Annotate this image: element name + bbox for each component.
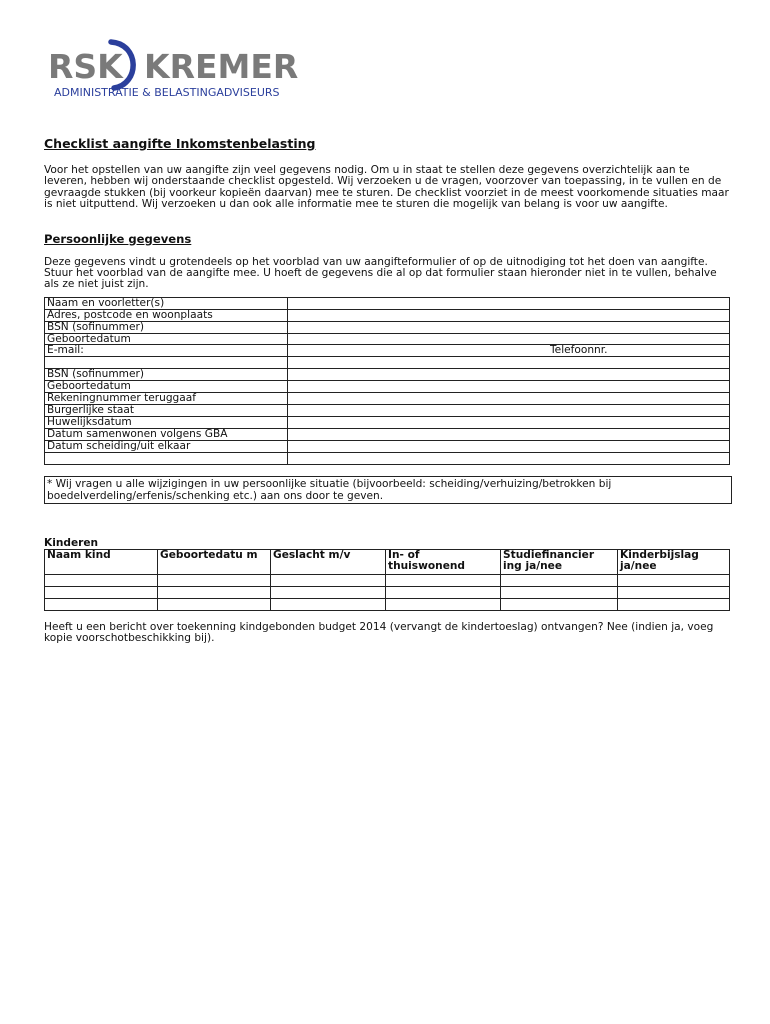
personal-row-label: Huwelijksdatum bbox=[45, 416, 288, 428]
personal-row-label: Burgerlijke staat bbox=[45, 404, 288, 416]
personal-row-value[interactable] bbox=[288, 404, 730, 416]
child-cell[interactable] bbox=[45, 598, 158, 610]
personal-row-value[interactable] bbox=[288, 321, 730, 333]
personal-row-label: Datum samenwonen volgens GBA bbox=[45, 428, 288, 440]
child-cell[interactable] bbox=[501, 586, 618, 598]
child-row bbox=[45, 598, 730, 610]
child-cell[interactable] bbox=[501, 598, 618, 610]
child-cell[interactable] bbox=[45, 574, 158, 586]
col-gender: Geslacht m/v bbox=[271, 549, 386, 574]
personal-row bbox=[45, 357, 730, 369]
personal-row-label: E-mail: bbox=[45, 345, 288, 357]
personal-row-label: Geboortedatum bbox=[45, 381, 288, 393]
child-cell[interactable] bbox=[271, 586, 386, 598]
rsk-kremer-logo bbox=[48, 36, 318, 102]
personal-row-value[interactable] bbox=[288, 416, 730, 428]
personal-row-value[interactable] bbox=[288, 428, 730, 440]
personal-row bbox=[45, 297, 730, 309]
budget-question: Heeft u een bericht over toekenning kindgebonden budget 2014 (vervangt de kindertoeslag) ontvangen? Nee (indien ja, voeg kopie voorschotbeschikking bij). bbox=[44, 620, 714, 644]
child-row bbox=[45, 574, 730, 586]
personal-row bbox=[45, 309, 730, 321]
page-title: Checklist aangifte Inkomstenbelasting bbox=[44, 136, 316, 151]
personal-row-value[interactable] bbox=[288, 357, 730, 369]
personal-row-label: Datum scheiding/uit elkaar bbox=[45, 440, 288, 452]
child-cell[interactable] bbox=[618, 598, 730, 610]
logo-right-text: KREMER bbox=[144, 47, 299, 86]
child-cell[interactable] bbox=[45, 586, 158, 598]
personal-data-table bbox=[44, 297, 730, 465]
personal-row-label: Rekeningnummer teruggaaf bbox=[45, 393, 288, 405]
personal-row bbox=[45, 404, 730, 416]
personal-row-value[interactable] bbox=[288, 297, 730, 309]
col-name: Naam kind bbox=[45, 549, 158, 574]
children-table bbox=[44, 549, 730, 611]
child-cell[interactable] bbox=[386, 586, 501, 598]
personal-row bbox=[45, 428, 730, 440]
personal-row-label: BSN (sofinummer) bbox=[45, 369, 288, 381]
personal-row bbox=[45, 333, 730, 345]
col-child-benefit: Kinderbijslag ja/nee bbox=[618, 549, 730, 574]
changes-note: * Wij vragen u alle wijzigingen in uw persoonlijke situatie (bijvoorbeeld: scheiding/verhuizing/betrokken bij boedelverdeling/erfenis/schenking etc.) aan ons door te geven. bbox=[44, 476, 732, 504]
personal-row bbox=[45, 440, 730, 452]
child-cell[interactable] bbox=[386, 598, 501, 610]
personal-row-value[interactable] bbox=[288, 345, 730, 357]
personal-row-label: BSN (sofinummer) bbox=[45, 321, 288, 333]
personal-row-value[interactable] bbox=[288, 452, 730, 464]
child-cell[interactable] bbox=[618, 574, 730, 586]
personal-row-value[interactable] bbox=[288, 369, 730, 381]
personal-row bbox=[45, 452, 730, 464]
col-student-finance: Studiefinancier ing ja/nee bbox=[501, 549, 618, 574]
col-living-at-home: In- of thuiswonend bbox=[386, 549, 501, 574]
personal-row-label bbox=[45, 357, 288, 369]
personal-row bbox=[45, 321, 730, 333]
col-birthdate: Geboortedatu m bbox=[158, 549, 271, 574]
phone-label: Telefoonnr. bbox=[550, 344, 608, 357]
child-cell[interactable] bbox=[271, 574, 386, 586]
child-cell[interactable] bbox=[386, 574, 501, 586]
child-cell[interactable] bbox=[158, 574, 271, 586]
document-body bbox=[44, 136, 732, 644]
personal-heading: Persoonlijke gegevens bbox=[44, 231, 192, 246]
logo-tagline: ADMINISTRATIE & BELASTINGADVISEURS bbox=[54, 86, 280, 99]
logo-left-text: RSK bbox=[48, 47, 123, 86]
personal-row bbox=[45, 345, 730, 357]
company-logo bbox=[48, 36, 318, 102]
intro-paragraph: Voor het opstellen van uw aangifte zijn veel gegevens nodig. Om u in staat te stellen deze gegevens overzichtelijk aan te leveren, hebben wij onderstaande checklist opgesteld. Wij verzoeken u de vragen, voorzover van toepassing, in te vullen en de gevraagde stukken (bij voorkeur kopieën daarvan) mee te sturen. De checklist voorziet in de meest voorkomende situaties maar is niet uitputtend. Wij verzoeken u dan ook alle informatie mee te sturen die mogelijk van belang is voor uw aangifte. bbox=[44, 164, 729, 211]
child-cell[interactable] bbox=[271, 598, 386, 610]
child-cell[interactable] bbox=[501, 574, 618, 586]
personal-row-label bbox=[45, 452, 288, 464]
personal-row bbox=[45, 369, 730, 381]
personal-row bbox=[45, 416, 730, 428]
personal-row-value[interactable] bbox=[288, 309, 730, 321]
personal-row-label: Naam en voorletter(s) bbox=[45, 297, 288, 309]
personal-row-label: Adres, postcode en woonplaats bbox=[45, 309, 288, 321]
personal-row-value[interactable] bbox=[288, 440, 730, 452]
personal-intro: Deze gegevens vindt u grotendeels op het voorblad van uw aangifteformulier of op de uitnodiging tot het doen van aangifte. Stuur het voorblad van de aangifte mee. U hoeft de gegevens die al op dat formulier staan hieronder niet in te vullen, behalve als ze niet juist zijn. bbox=[44, 255, 717, 291]
child-cell[interactable] bbox=[158, 598, 271, 610]
child-cell[interactable] bbox=[158, 586, 271, 598]
children-header-row bbox=[45, 549, 730, 574]
children-title: Kinderen bbox=[44, 536, 99, 549]
personal-row-value[interactable] bbox=[288, 333, 730, 345]
personal-row-value[interactable] bbox=[288, 381, 730, 393]
child-cell[interactable] bbox=[618, 586, 730, 598]
personal-row-value[interactable] bbox=[288, 393, 730, 405]
personal-row bbox=[45, 393, 730, 405]
personal-row-label: Geboortedatum bbox=[45, 333, 288, 345]
personal-row bbox=[45, 381, 730, 393]
child-row bbox=[45, 586, 730, 598]
